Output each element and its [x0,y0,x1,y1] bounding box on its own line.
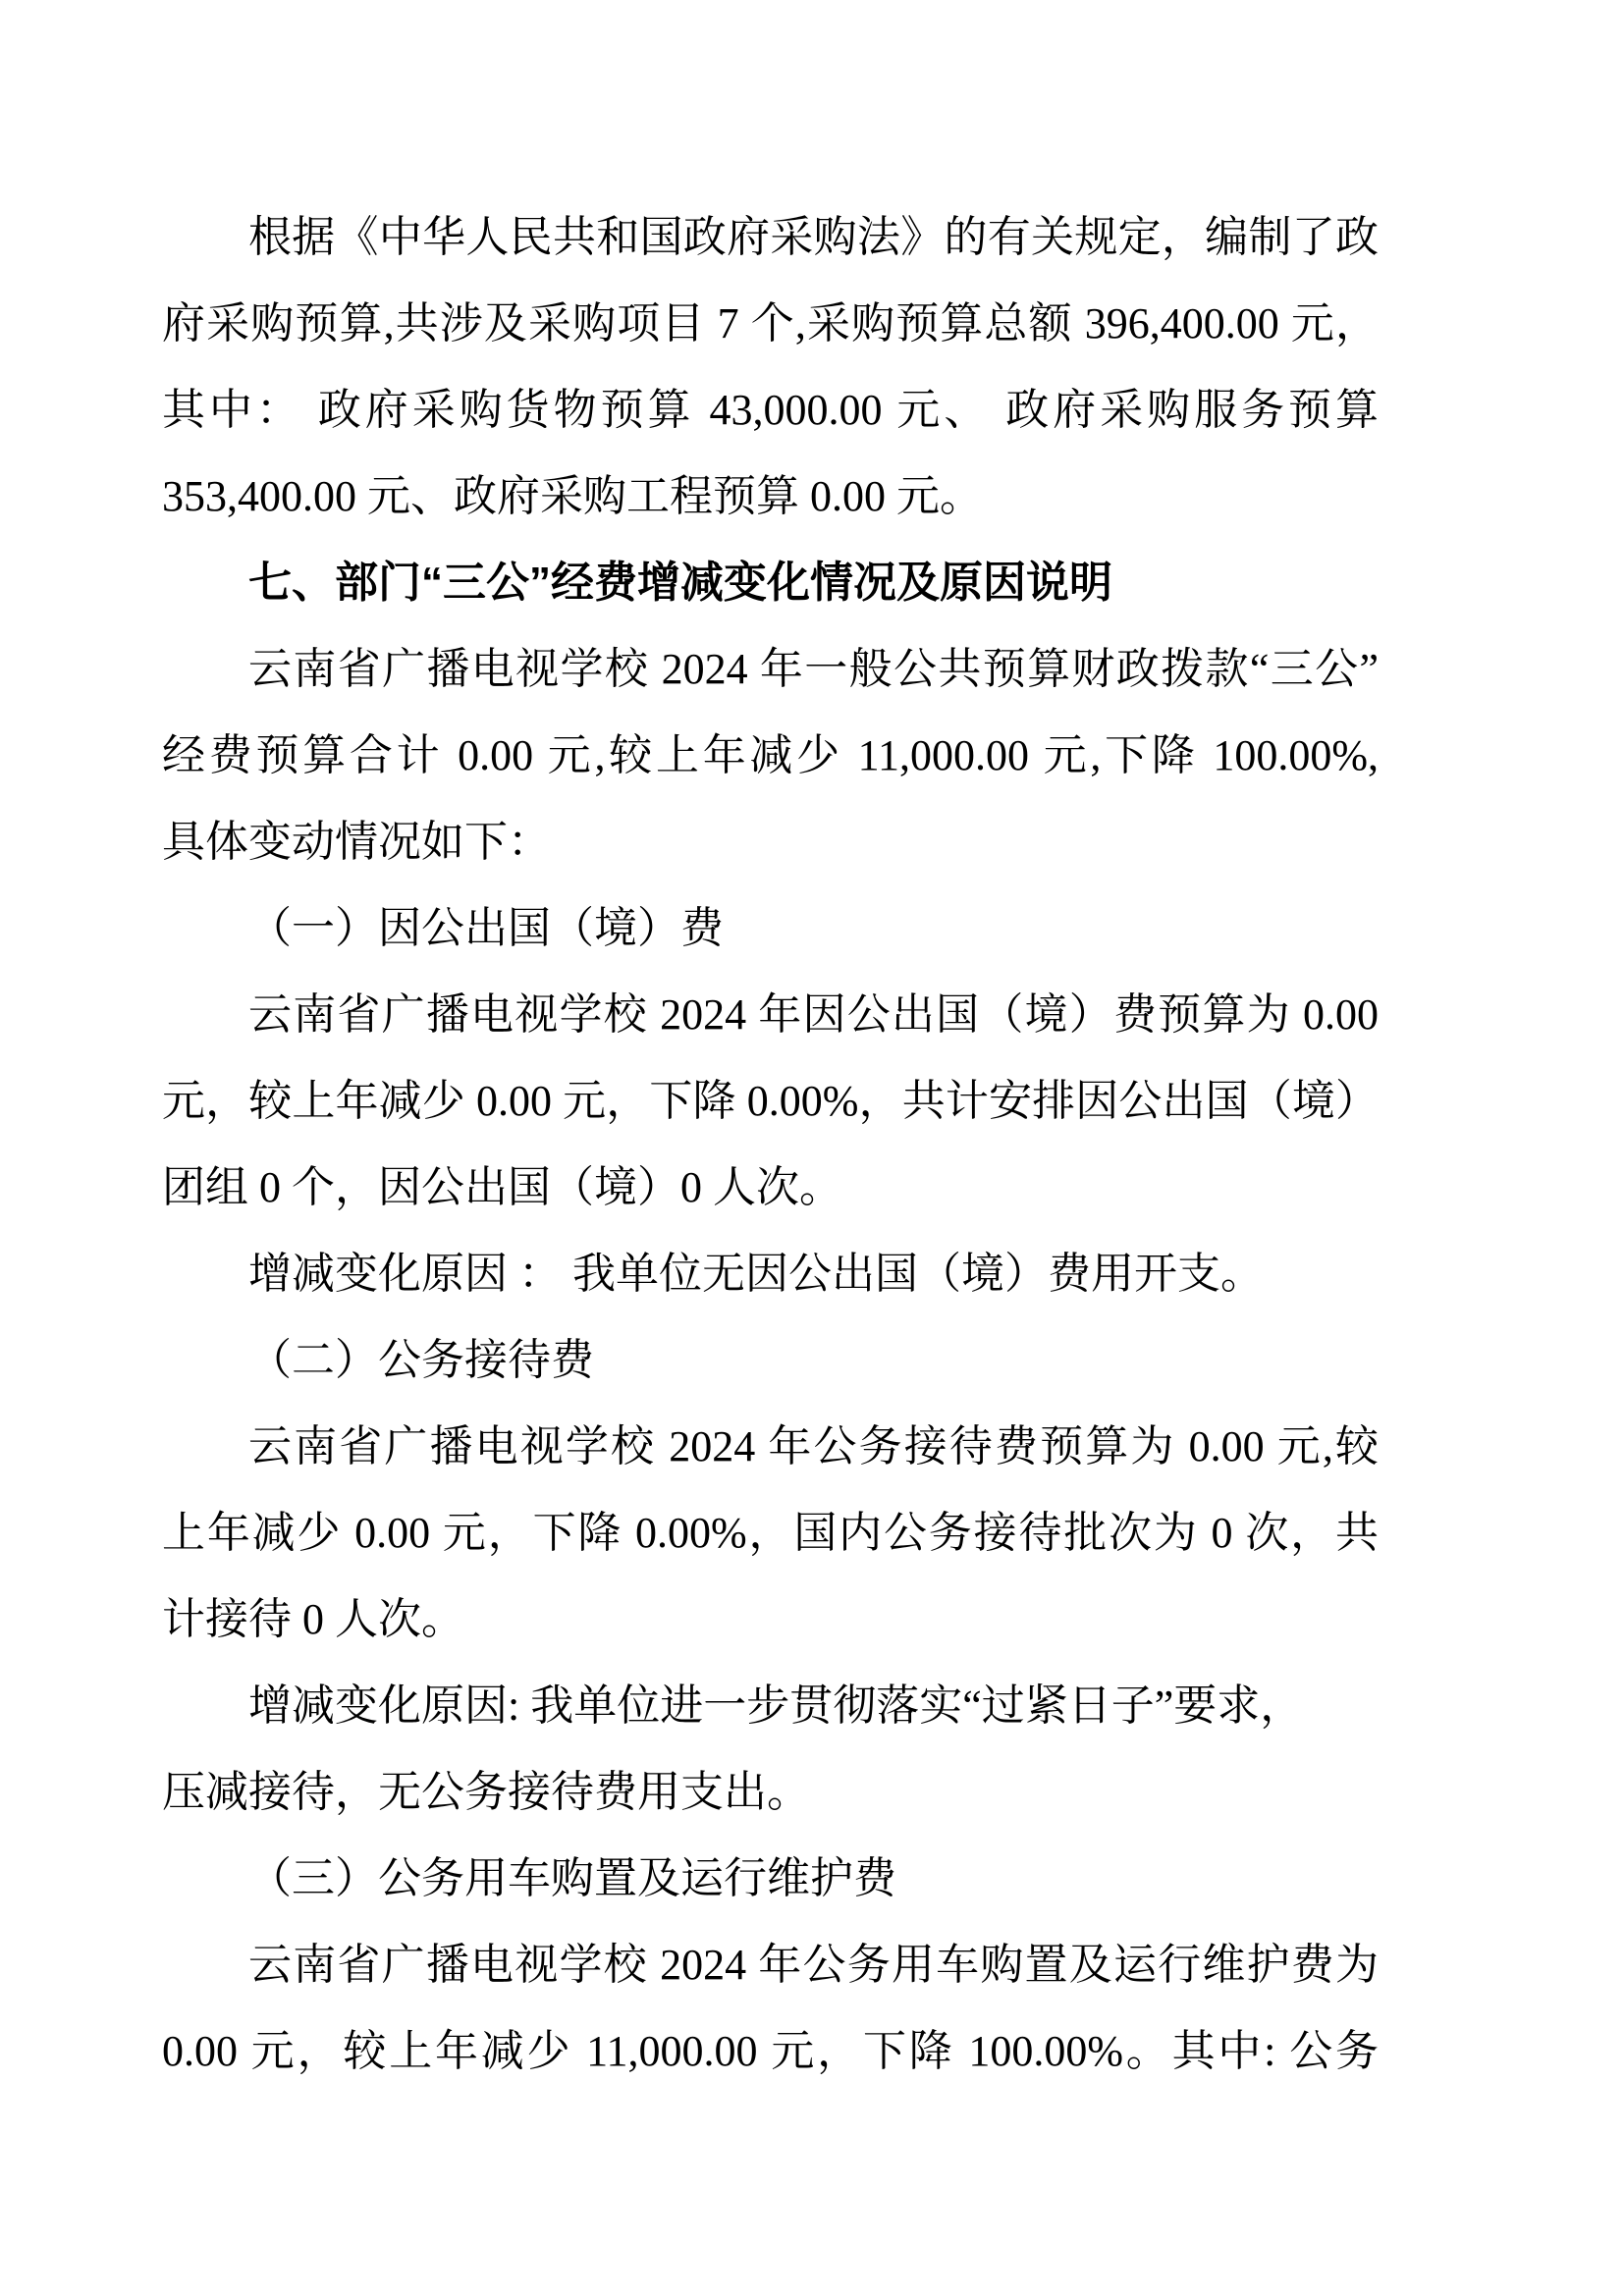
text-line: 经费预算合计 0.00 元,较上年减少 11,000.00 元,下降 100.00%, [162,731,1379,779]
text-line: 353,400.00 元、政府采购工程预算 0.00 元。 [162,472,983,520]
text-line: 云南省广播电视学校 2024 年公务用车购置及运行维护费为 [248,1941,1379,1989]
text-line: 0.00 元，较上年减少 11,000.00 元，下降 100.00%。其中: 公务 [162,2027,1379,2075]
text-line: 压减接待，无公务接待费用支出。 [162,1768,810,1816]
text-line: 根据《中华人民共和国政府采购法》的有关规定，编制了政 [248,213,1379,261]
subsection-heading: （二）公务接待费 [248,1336,594,1384]
text-line: 团组 0 个，因公出国（境）0 人次。 [162,1163,842,1211]
section-heading: 七、部门“三公”经费增减变化情况及原因说明 [248,559,1112,607]
text-line: 上年减少 0.00 元，下降 0.00%，国内公务接待批次为 0 次，共 [162,1509,1379,1557]
text-line: 其中： 政府采购货物预算 43,000.00 元、 政府采购服务预算 [162,386,1379,434]
text-line: 云南省广播电视学校 2024 年公务接待费预算为 0.00 元,较 [248,1422,1379,1470]
subsection-heading: （三）公务用车购置及运行维护费 [248,1854,896,1902]
text-line: 计接待 0 人次。 [162,1595,464,1643]
text-line: 增减变化原因: 我单位进一步贯彻落实“过紧日子”要求， [248,1682,1304,1730]
text-line: 云南省广播电视学校 2024 年一般公共预算财政拨款“三公” [248,645,1379,693]
text-line: 云南省广播电视学校 2024 年因公出国（境）费预算为 0.00 [248,990,1379,1039]
text-line: 府采购预算,共涉及采购项目 7 个,采购预算总额 396,400.00 元， [162,299,1379,347]
text-line: 元，较上年减少 0.00 元，下降 0.00%，共计安排因公出国（境） [162,1077,1379,1125]
text-line: 增减变化原因 ： 我单位无因公出国（境）费用开支。 [248,1250,1264,1298]
subsection-heading: （一）因公出国（境）费 [248,904,724,952]
text-line: 具体变动情况如下： [162,818,551,866]
